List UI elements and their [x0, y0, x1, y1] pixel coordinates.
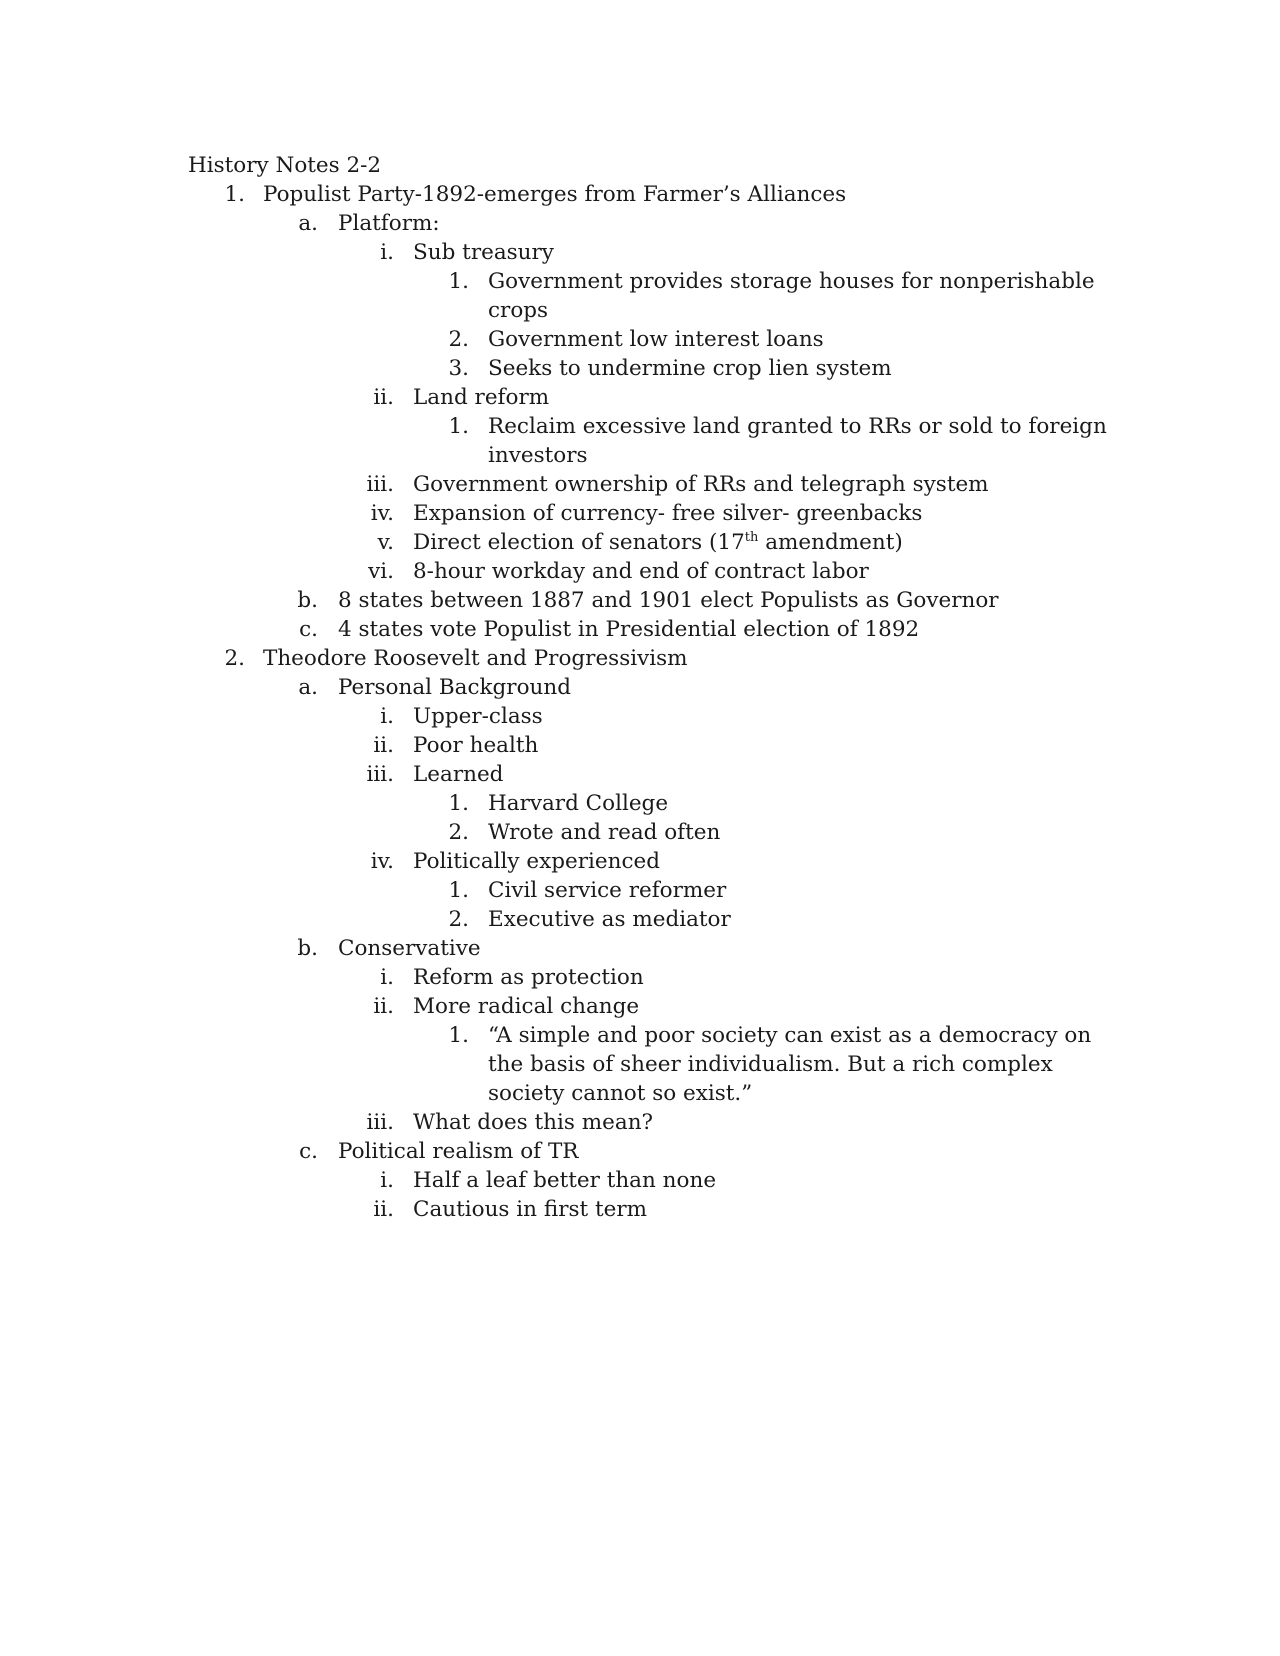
list-marker: 1. [448, 1023, 469, 1048]
list-marker: iii. [366, 472, 394, 497]
list-marker: 1. [448, 414, 469, 439]
list-marker: a. [298, 211, 318, 236]
list-item: Conservative [338, 936, 481, 961]
list-marker: ii. [373, 1197, 394, 1222]
list-marker: iv. [370, 849, 394, 874]
list-marker: 2. [224, 646, 245, 671]
list-item: Land reform [413, 385, 550, 410]
list-item: Government low interest loans [488, 327, 824, 352]
list-item: Civil service reformer [488, 878, 727, 903]
list-item-continuation: investors [488, 443, 588, 468]
list-marker: 1. [448, 878, 469, 903]
list-marker: ii. [373, 385, 394, 410]
list-item: Platform: [338, 211, 440, 236]
list-marker: i. [380, 965, 394, 990]
list-marker: iv. [370, 501, 394, 526]
list-item: Learned [413, 762, 504, 787]
list-marker: c. [299, 1139, 318, 1164]
list-item: What does this mean? [413, 1110, 654, 1135]
list-marker: vi. [368, 559, 394, 584]
quote-line: “A simple and poor society can exist as a democracy on [488, 1023, 1092, 1048]
list-marker: 2. [448, 820, 469, 845]
list-marker: b. [297, 936, 318, 961]
list-item: Theodore Roosevelt and Progressivism [263, 646, 688, 671]
list-marker: i. [380, 240, 394, 265]
list-item-text: amendment) [758, 530, 903, 555]
list-item: Populist Party-1892-emerges from Farmer’s Alliances [263, 182, 847, 207]
list-item: Reform as protection [413, 965, 644, 990]
list-item: Expansion of currency- free silver- greenbacks [413, 501, 923, 526]
list-marker: 3. [448, 356, 469, 381]
list-item: 8-hour workday and end of contract labor [413, 559, 869, 584]
superscript: th [744, 530, 759, 545]
list-marker: 2. [448, 327, 469, 352]
list-marker: i. [380, 1168, 394, 1193]
list-marker: ii. [373, 994, 394, 1019]
list-item: Harvard College [488, 791, 669, 816]
page-title: History Notes 2-2 [188, 153, 382, 178]
list-marker: a. [298, 675, 318, 700]
list-marker: b. [297, 588, 318, 613]
list-marker: ii. [373, 733, 394, 758]
list-marker: 1. [448, 791, 469, 816]
list-item: Government ownership of RRs and telegraph system [413, 472, 989, 497]
list-item-text: Direct election of senators (17 [413, 530, 745, 555]
list-item: Seeks to undermine crop lien system [488, 356, 892, 381]
list-item: Political realism of TR [338, 1139, 579, 1164]
list-marker: c. [299, 617, 318, 642]
list-item: Government provides storage houses for nonperishable [488, 269, 1095, 294]
list-item: Half a leaf better than none [413, 1168, 717, 1193]
list-item: 8 states between 1887 and 1901 elect Populists as Governor [338, 588, 999, 613]
list-marker: 1. [224, 182, 245, 207]
list-marker: iii. [366, 1110, 394, 1135]
list-item: Politically experienced [413, 849, 660, 874]
list-marker: 1. [448, 269, 469, 294]
list-item: 4 states vote Populist in Presidential election of 1892 [338, 617, 920, 642]
list-item-continuation: crops [488, 298, 549, 323]
list-item: Sub treasury [413, 240, 554, 265]
list-marker: v. [377, 530, 394, 555]
list-item: Executive as mediator [488, 907, 731, 932]
list-item: Upper-class [413, 704, 543, 729]
list-item: Personal Background [338, 675, 571, 700]
list-marker: iii. [366, 762, 394, 787]
quote-line: the basis of sheer individualism. But a rich complex [488, 1052, 1053, 1077]
list-marker: i. [380, 704, 394, 729]
list-item: Poor health [413, 733, 539, 758]
list-item: Cautious in first term [413, 1197, 648, 1222]
list-item: Reclaim excessive land granted to RRs or sold to foreign [488, 414, 1107, 439]
list-item: Wrote and read often [488, 820, 721, 845]
list-item: More radical change [413, 994, 640, 1019]
list-marker: 2. [448, 907, 469, 932]
quote-line: society cannot so exist.” [488, 1081, 753, 1106]
list-item [413, 528, 903, 557]
